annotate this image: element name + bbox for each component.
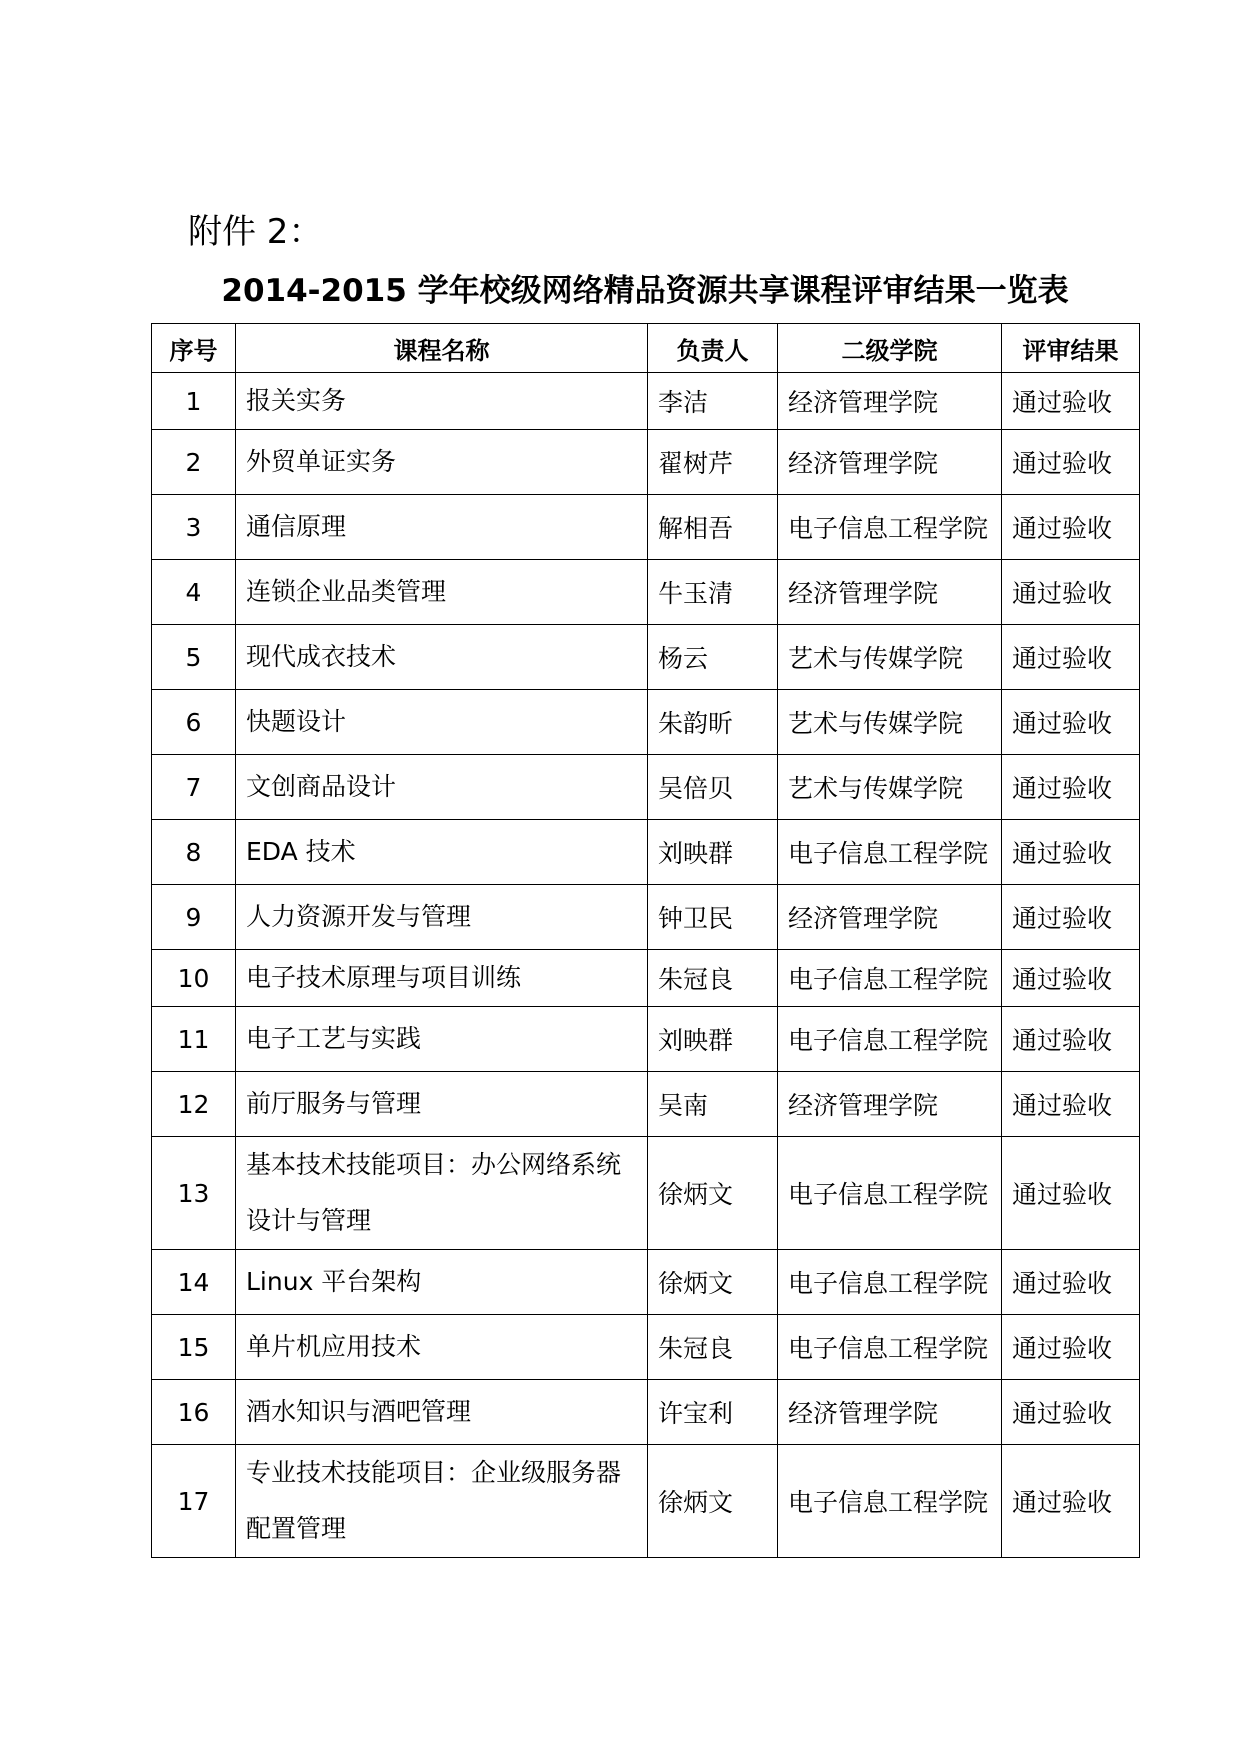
cell-college: 经济管理学院 (778, 430, 1002, 495)
cell-course: 人力资源开发与管理 (236, 885, 648, 950)
cell-course: 连锁企业品类管理 (236, 560, 648, 625)
table-row (152, 950, 1140, 1007)
cell-seq: 1 (152, 373, 236, 430)
cell-college: 电子信息工程学院 (778, 1137, 1002, 1250)
table-row (152, 625, 1140, 690)
cell-course: EDA 技术 (236, 820, 648, 885)
cell-leader: 钟卫民 (648, 885, 778, 950)
cell-seq: 12 (152, 1072, 236, 1137)
cell-seq: 17 (152, 1445, 236, 1558)
cell-result: 通过验收 (1002, 430, 1140, 495)
cell-result: 通过验收 (1002, 1007, 1140, 1072)
table-row (152, 495, 1140, 560)
table-row (152, 1072, 1140, 1137)
cell-result: 通过验收 (1002, 1072, 1140, 1137)
table-row (152, 373, 1140, 430)
cell-course: 酒水知识与酒吧管理 (236, 1380, 648, 1445)
cell-leader: 翟树芹 (648, 430, 778, 495)
cell-course: 电子工艺与实践 (236, 1007, 648, 1072)
table-row (152, 1380, 1140, 1445)
cell-leader: 刘映群 (648, 820, 778, 885)
cell-course: 外贸单证实务 (236, 430, 648, 495)
table-row (152, 1250, 1140, 1315)
cell-college: 经济管理学院 (778, 560, 1002, 625)
cell-leader: 朱冠良 (648, 950, 778, 1007)
cell-leader: 吴倍贝 (648, 755, 778, 820)
cell-college: 电子信息工程学院 (778, 950, 1002, 1007)
cell-seq: 16 (152, 1380, 236, 1445)
cell-result: 通过验收 (1002, 1315, 1140, 1380)
cell-course: Linux 平台架构 (236, 1250, 648, 1315)
cell-seq: 8 (152, 820, 236, 885)
cell-college: 电子信息工程学院 (778, 820, 1002, 885)
table-header-row (152, 324, 1140, 373)
table-row (152, 1445, 1140, 1558)
cell-course: 报关实务 (236, 373, 648, 430)
cell-result: 通过验收 (1002, 885, 1140, 950)
cell-leader: 刘映群 (648, 1007, 778, 1072)
cell-college: 电子信息工程学院 (778, 1007, 1002, 1072)
cell-result: 通过验收 (1002, 373, 1140, 430)
cell-college: 电子信息工程学院 (778, 1445, 1002, 1558)
cell-course: 电子技术原理与项目训练 (236, 950, 648, 1007)
cell-seq: 15 (152, 1315, 236, 1380)
cell-course: 专业技术技能项目：企业级服务器配置管理 (236, 1445, 648, 1558)
cell-seq: 10 (152, 950, 236, 1007)
cell-leader: 吴南 (648, 1072, 778, 1137)
cell-result: 通过验收 (1002, 560, 1140, 625)
cell-course: 单片机应用技术 (236, 1315, 648, 1380)
cell-result: 通过验收 (1002, 1380, 1140, 1445)
cell-result: 通过验收 (1002, 495, 1140, 560)
cell-result: 通过验收 (1002, 1445, 1140, 1558)
cell-course: 通信原理 (236, 495, 648, 560)
cell-seq: 2 (152, 430, 236, 495)
cell-college: 经济管理学院 (778, 1072, 1002, 1137)
cell-seq: 5 (152, 625, 236, 690)
cell-seq: 9 (152, 885, 236, 950)
table-row (152, 1315, 1140, 1380)
cell-leader: 解相吾 (648, 495, 778, 560)
cell-college: 电子信息工程学院 (778, 1250, 1002, 1315)
cell-college: 艺术与传媒学院 (778, 690, 1002, 755)
table-row (152, 820, 1140, 885)
table-row (152, 755, 1140, 820)
review-results-table (151, 323, 1140, 1558)
cell-course: 快题设计 (236, 690, 648, 755)
cell-seq: 6 (152, 690, 236, 755)
cell-course: 基本技术技能项目：办公网络系统设计与管理 (236, 1137, 648, 1250)
cell-leader: 牛玉清 (648, 560, 778, 625)
cell-college: 经济管理学院 (778, 1380, 1002, 1445)
cell-seq: 11 (152, 1007, 236, 1072)
cell-result: 通过验收 (1002, 1137, 1140, 1250)
table-row (152, 885, 1140, 950)
table-row (152, 690, 1140, 755)
table-row (152, 1007, 1140, 1072)
table-row (152, 1137, 1140, 1250)
document-title: 2014-2015 学年校级网络精品资源共享课程评审结果一览表 (221, 273, 1069, 309)
cell-leader: 徐炳文 (648, 1250, 778, 1315)
cell-result: 通过验收 (1002, 1250, 1140, 1315)
cell-leader: 朱韵昕 (648, 690, 778, 755)
header-seq: 序号 (152, 324, 236, 373)
cell-leader: 徐炳文 (648, 1137, 778, 1250)
cell-college: 艺术与传媒学院 (778, 755, 1002, 820)
cell-course: 文创商品设计 (236, 755, 648, 820)
table-row (152, 560, 1140, 625)
cell-result: 通过验收 (1002, 625, 1140, 690)
cell-course: 现代成衣技术 (236, 625, 648, 690)
cell-seq: 3 (152, 495, 236, 560)
header-result: 评审结果 (1002, 324, 1140, 373)
cell-seq: 14 (152, 1250, 236, 1315)
table-row (152, 430, 1140, 495)
cell-leader: 李洁 (648, 373, 778, 430)
cell-result: 通过验收 (1002, 755, 1140, 820)
header-leader: 负责人 (648, 324, 778, 373)
cell-college: 电子信息工程学院 (778, 495, 1002, 560)
cell-college: 经济管理学院 (778, 373, 1002, 430)
cell-leader: 杨云 (648, 625, 778, 690)
cell-result: 通过验收 (1002, 690, 1140, 755)
header-course: 课程名称 (236, 324, 648, 373)
cell-college: 艺术与传媒学院 (778, 625, 1002, 690)
cell-college: 电子信息工程学院 (778, 1315, 1002, 1380)
attachment-label: 附件 2： (188, 212, 323, 252)
cell-course: 前厅服务与管理 (236, 1072, 648, 1137)
cell-leader: 朱冠良 (648, 1315, 778, 1380)
cell-seq: 4 (152, 560, 236, 625)
cell-result: 通过验收 (1002, 820, 1140, 885)
header-college: 二级学院 (778, 324, 1002, 373)
cell-seq: 13 (152, 1137, 236, 1250)
cell-leader: 徐炳文 (648, 1445, 778, 1558)
cell-result: 通过验收 (1002, 950, 1140, 1007)
cell-college: 经济管理学院 (778, 885, 1002, 950)
cell-leader: 许宝利 (648, 1380, 778, 1445)
cell-seq: 7 (152, 755, 236, 820)
